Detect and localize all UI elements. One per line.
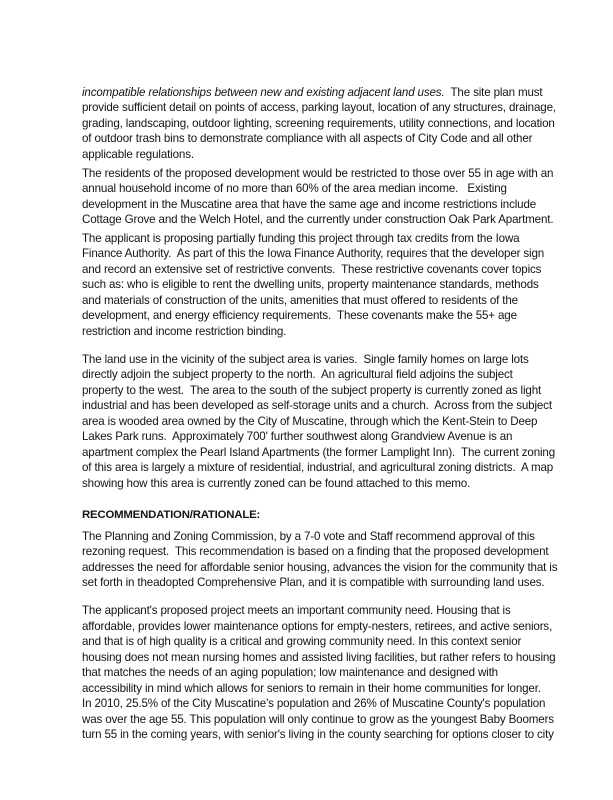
paragraph-funding-line-2: Finance Authority. As part of this the Iowa Finance Authority, requires that the developer sign (82, 247, 545, 260)
paragraph-recommendation-line-2: rezoning request. This recommendation is based on a finding that the proposed development (82, 545, 549, 558)
paragraph-community-need-line-1: The applicant's proposed project meets an important community need. Housing that is (82, 604, 511, 617)
paragraph-community-need-line-5: that matches the needs of an aging population; low maintenance and designed with (82, 666, 498, 679)
paragraph-community-need-line-3: and that is of high quality is a critical and growing community need. In this context senior (82, 635, 522, 648)
paragraph-community-need-line-2: affordable, provides lower maintenance options for empty-nesters, retirees, and active seniors, (82, 620, 553, 633)
paragraph-funding-line-7: restriction and income restriction binding. (82, 325, 287, 338)
paragraph-funding-line-5: and materials of construction of the units, amenities that must offered to residents of the (82, 294, 518, 307)
paragraph-land-use-line-5: area is wooded area owned by the City of Muscatine, through which the Kent-Stein to Deep (82, 415, 538, 428)
paragraph-land-use-line-3: property to the west. The area to the south of the subject property is currently zoned as light (82, 384, 542, 397)
paragraph-community-need-line-9: turn 55 in the coming years, with senior's living in the county searching for options closer to city (82, 728, 554, 741)
text-run: The site plan must (444, 86, 543, 99)
paragraph-site-plan-line-5: applicable regulations. (82, 148, 194, 161)
section-heading-recommendation: RECOMMENDATION/RATIONALE: (82, 509, 261, 521)
paragraph-land-use-line-1: The land use in the vicinity of the subject area is varies. Single family homes on large lots (82, 353, 529, 366)
paragraph-community-need-line-8: was over the age 55. This population will only continue to grow as the youngest Baby Boomers (82, 713, 554, 726)
paragraph-residents-line-4: Cottage Grove and the Welch Hotel, and the currently under construction Oak Park Apartment. (82, 213, 554, 226)
paragraph-land-use-line-9: showing how this area is currently zoned can be found attached to this memo. (82, 477, 471, 490)
paragraph-land-use-line-7: apartment complex the Pearl Island Apartments (the former Lamplight Inn). The current zoning (82, 446, 556, 459)
paragraph-land-use-line-8: of this area is largely a mixture of residential, industrial, and agricultural zoning districts. A map (82, 461, 554, 474)
italic-phrase: incompatible relationships between new and existing adjacent land uses. (82, 86, 445, 99)
paragraph-site-plan-line-1 (82, 86, 543, 100)
paragraph-residents-line-3: development in the Muscatine area that have the same age and income restrictions include (82, 198, 537, 211)
paragraph-recommendation-line-4: set forth in theadopted Comprehensive Plan, and it is compatible with surrounding land uses. (82, 576, 545, 589)
paragraph-site-plan-line-4: of outdoor trash bins to demonstrate compliance with all aspects of City Code and all other (82, 132, 533, 145)
paragraph-funding-line-1: The applicant is proposing partially funding this project through tax credits from the Iowa (82, 232, 520, 245)
paragraph-site-plan-line-2: provide sufficient detail on points of access, parking layout, location of any structures, drainage, (82, 101, 556, 114)
paragraph-funding-line-4: such as: who is eligible to rent the dwelling units, property maintenance standards, methods (82, 278, 539, 291)
paragraph-residents-line-2: annual household income of no more than 60% of the area median income. Existing (82, 182, 507, 195)
paragraph-community-need-line-7: In 2010, 25.5% of the City Muscatine's population and 26% of Muscatine County's population (82, 697, 546, 710)
paragraph-land-use-line-4: industrial and has been developed as self-storage units and a church. Across from the subject (82, 399, 552, 412)
paragraph-funding-line-3: and record an extensive set of restrictive convents. These restrictive covenants cover topics (82, 263, 542, 276)
paragraph-community-need-line-6: accessibility in mind which allows for seniors to remain in their home communities for longer. (82, 682, 541, 695)
paragraph-residents-line-1: The residents of the proposed development would be restricted to those over 55 in age with an (82, 167, 554, 180)
paragraph-funding-line-6: development, and energy efficiency requirements. These covenants make the 55+ age (82, 309, 517, 322)
paragraph-recommendation-line-3: addresses the need for affordable senior housing, advances the vision for the community that is (82, 561, 558, 574)
paragraph-recommendation-line-1: The Planning and Zoning Commission, by a 7-0 vote and Staff recommend approval of this (82, 530, 535, 543)
paragraph-land-use-line-2: directly adjoin the subject property to the north. An agricultural field adjoins the subject (82, 368, 513, 381)
paragraph-site-plan-line-3: grading, landscaping, outdoor lighting, screening requirements, utility connections, and location (82, 117, 555, 130)
paragraph-community-need-line-4: housing does not mean nursing homes and assisted living facilities, but rather refers to housing (82, 651, 556, 664)
paragraph-land-use-line-6: Lakes Park runs. Approximately 700' further southwest along Grandview Avenue is an (82, 430, 513, 443)
